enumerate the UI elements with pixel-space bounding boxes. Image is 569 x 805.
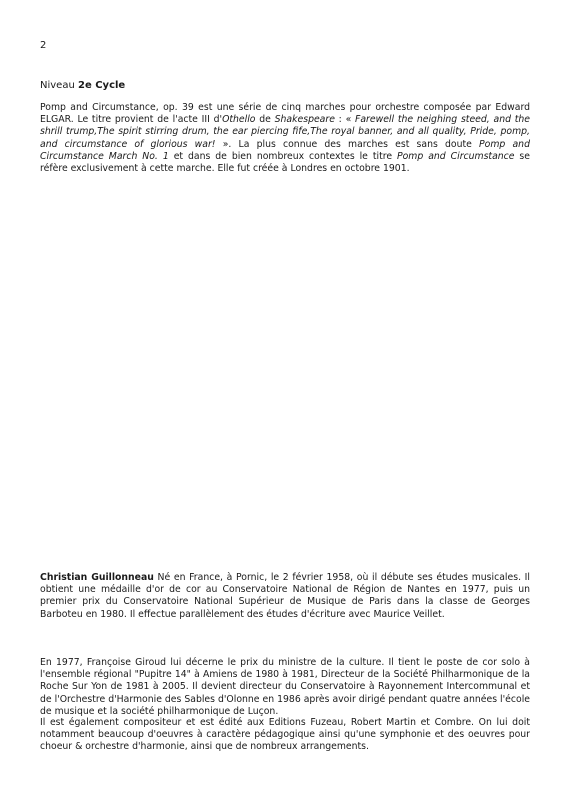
intro-italic-quote: Farewell the neighing steed, and the shrill trump,The spirit stirring drum, the ear piercing fife,The royal banner, and all quality, Pride, pomp, and circumstance of glorious war! xyxy=(40,114,530,150)
bio-paragraph-1 xyxy=(40,572,530,621)
intro-text-1: Pomp and Circumstance, op. 39 est une série de cinq marches pour orchestre composée par Edward ELGAR. Le titre provient de l'acte III d' xyxy=(40,102,530,126)
level-value: 2e Cycle xyxy=(77,80,126,91)
intro-italic-title: Pomp and Circumstance xyxy=(397,150,515,162)
intro-italic-march-no1: Pomp and Circumstance March No. 1 xyxy=(40,138,530,162)
intro-text-2: de xyxy=(255,114,275,126)
intro-text-5: et dans de bien nombreux contextes le titre xyxy=(168,150,397,162)
level-line xyxy=(40,80,125,91)
composer-name: Christian Guillonneau xyxy=(40,572,154,583)
level-label: Niveau xyxy=(40,80,75,91)
bio-paragraph-3: Il est également compositeur et est édité aux Editions Fuzeau, Robert Martin et Combre. On lui doit notamment beaucoup d'oeuvres à caractère pédagogique ainsi qu'une symphonie et des oeuvres pour choeur & orchestre d'harmonie, ainsi que de nombreux arrangements. xyxy=(40,717,530,753)
bio-text-1: Né en France, à Pornic, le 2 février 1958, où il débute ses études musicales. Il obtient une médaille d'or de cor au Conservatoire National de Région de Nantes en 1977, puis un premier prix du Conservatoire National Supérieur de Musique de Paris dans la classe de Georges Barboteu en 1980. Il effectue parallèlement des études d'écriture avec Maurice Veillet. xyxy=(40,572,531,620)
intro-text-6: se réfère exclusivement à cette marche. Elle fut créée à Londres en octobre 1901. xyxy=(40,150,530,175)
intro-italic-shakespeare: Shakespeare xyxy=(274,114,335,126)
intro-text-4: ». La plus connue des marches est sans doute xyxy=(215,138,480,150)
bio-paragraph-2: En 1977, Françoise Giroud lui décerne le prix du ministre de la culture. Il tient le poste de cor solo à l'ensemble régional "Pupitre 14" à Amiens de 1980 à 1981, Directeur de la Société Philharmonique de la Roche Sur Yon de 1981 à 2005. Il devient directeur du Conservatoire à Rayonnement Intercommunal et de l'Orchestre d'Harmonie des Sables d'Olonne en 1986 après avoir dirigé pendant quatre années l'école de musique et la société philharmonique de Luçon. xyxy=(40,657,530,717)
intro-paragraph xyxy=(40,102,530,175)
intro-italic-othello: Othello xyxy=(222,114,256,126)
page-number: 2 xyxy=(40,40,47,51)
intro-text-3: : « xyxy=(334,114,356,126)
